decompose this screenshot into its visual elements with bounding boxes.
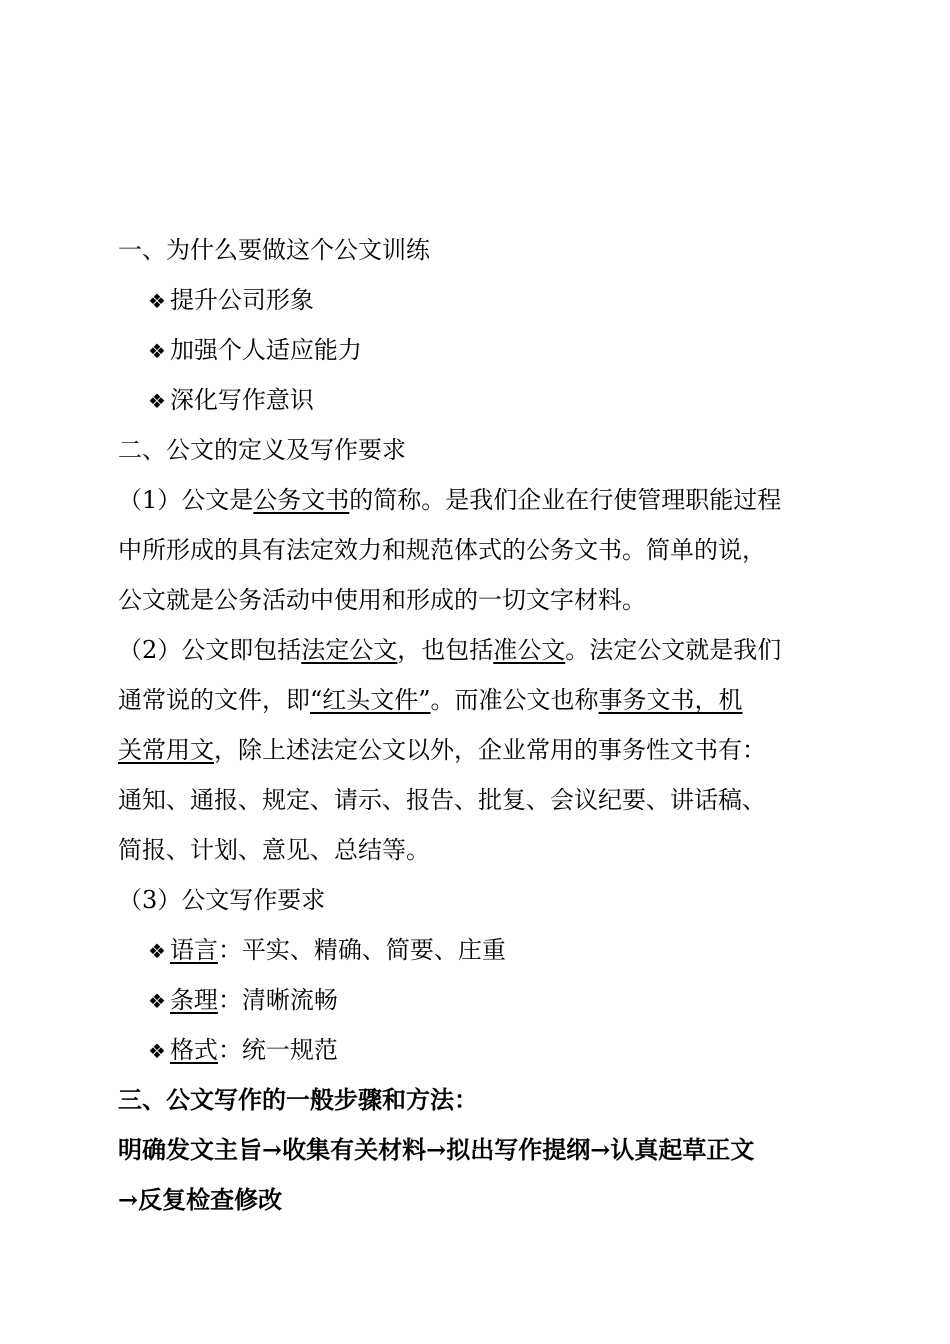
paragraph-2-line-1: （2）公文即包括法定公文，也包括准公文。法定公文就是我们 (118, 636, 782, 664)
requirement-term: 条理 (169, 986, 218, 1014)
steps-line-2: →反复检查修改 (118, 1185, 283, 1214)
diamond-bullet-icon: ❖ (148, 389, 166, 413)
diamond-bullet-icon: ❖ (148, 939, 166, 963)
section-2-heading: 二、公文的定义及写作要求 (118, 436, 406, 464)
diamond-bullet-icon: ❖ (148, 339, 166, 363)
paragraph-2-line-4: 通知、通报、规定、请示、报告、批复、会议纪要、讲话稿、 (118, 786, 766, 814)
paragraph-3-heading: （3）公文写作要求 (118, 886, 326, 914)
diamond-bullet-icon: ❖ (148, 989, 166, 1013)
list-item (118, 925, 838, 975)
paragraph-1-line-1: （1）公文是公务文书的简称。是我们企业在行使管理职能过程 (118, 486, 782, 514)
requirement-term: 语言 (169, 936, 218, 964)
diamond-bullet-icon: ❖ (148, 1039, 166, 1063)
list-item-text: 深化写作意识 (169, 386, 314, 414)
requirement-desc: ：统一规范 (217, 1036, 338, 1064)
requirement-desc: ：清晰流畅 (217, 986, 338, 1014)
paragraph-2-line-2: 通常说的文件，即“红头文件”。而准公文也称事务文书，机 (118, 686, 743, 714)
list-item (118, 325, 838, 375)
requirement-desc: ：平实、精确、简要、庄重 (217, 936, 506, 964)
list-item (118, 375, 838, 425)
paragraph-2-line-5: 简报、计划、意见、总结等。 (118, 836, 430, 864)
section-1-heading: 一、为什么要做这个公文训练 (118, 236, 430, 264)
term-statutory-document: 法定公文 (301, 636, 398, 664)
diamond-bullet-icon: ❖ (148, 289, 166, 313)
requirement-term: 格式 (169, 1036, 218, 1064)
term-common-document: 关常用文 (118, 736, 214, 764)
term-affairs-document: 事务文书，机 (598, 686, 743, 714)
term-red-header-document: “红头文件” (310, 686, 431, 714)
list-item-text: 提升公司形象 (169, 286, 314, 314)
paragraph-1-line-2: 中所形成的具有法定效力和规范体式的公务文书。简单的说， (118, 536, 766, 564)
steps-line-1: 明确发文主旨→收集有关材料→拟出写作提纲→认真起草正文 (118, 1135, 755, 1164)
document-page (118, 225, 838, 1225)
section-3-heading: 三、公文写作的一般步骤和方法： (118, 1085, 478, 1114)
list-item-text: 加强个人适应能力 (169, 336, 362, 364)
paragraph-2-line-3: 关常用文，除上述法定公文以外，企业常用的事务性文书有： (118, 736, 766, 764)
list-item (118, 275, 838, 325)
paragraph-1-line-3: 公文就是公务活动中使用和形成的一切文字材料。 (118, 586, 646, 614)
term-official-document: 公务文书 (253, 486, 350, 514)
list-item (118, 1025, 838, 1075)
term-quasi-document: 准公文 (493, 636, 566, 664)
list-item (118, 975, 838, 1025)
